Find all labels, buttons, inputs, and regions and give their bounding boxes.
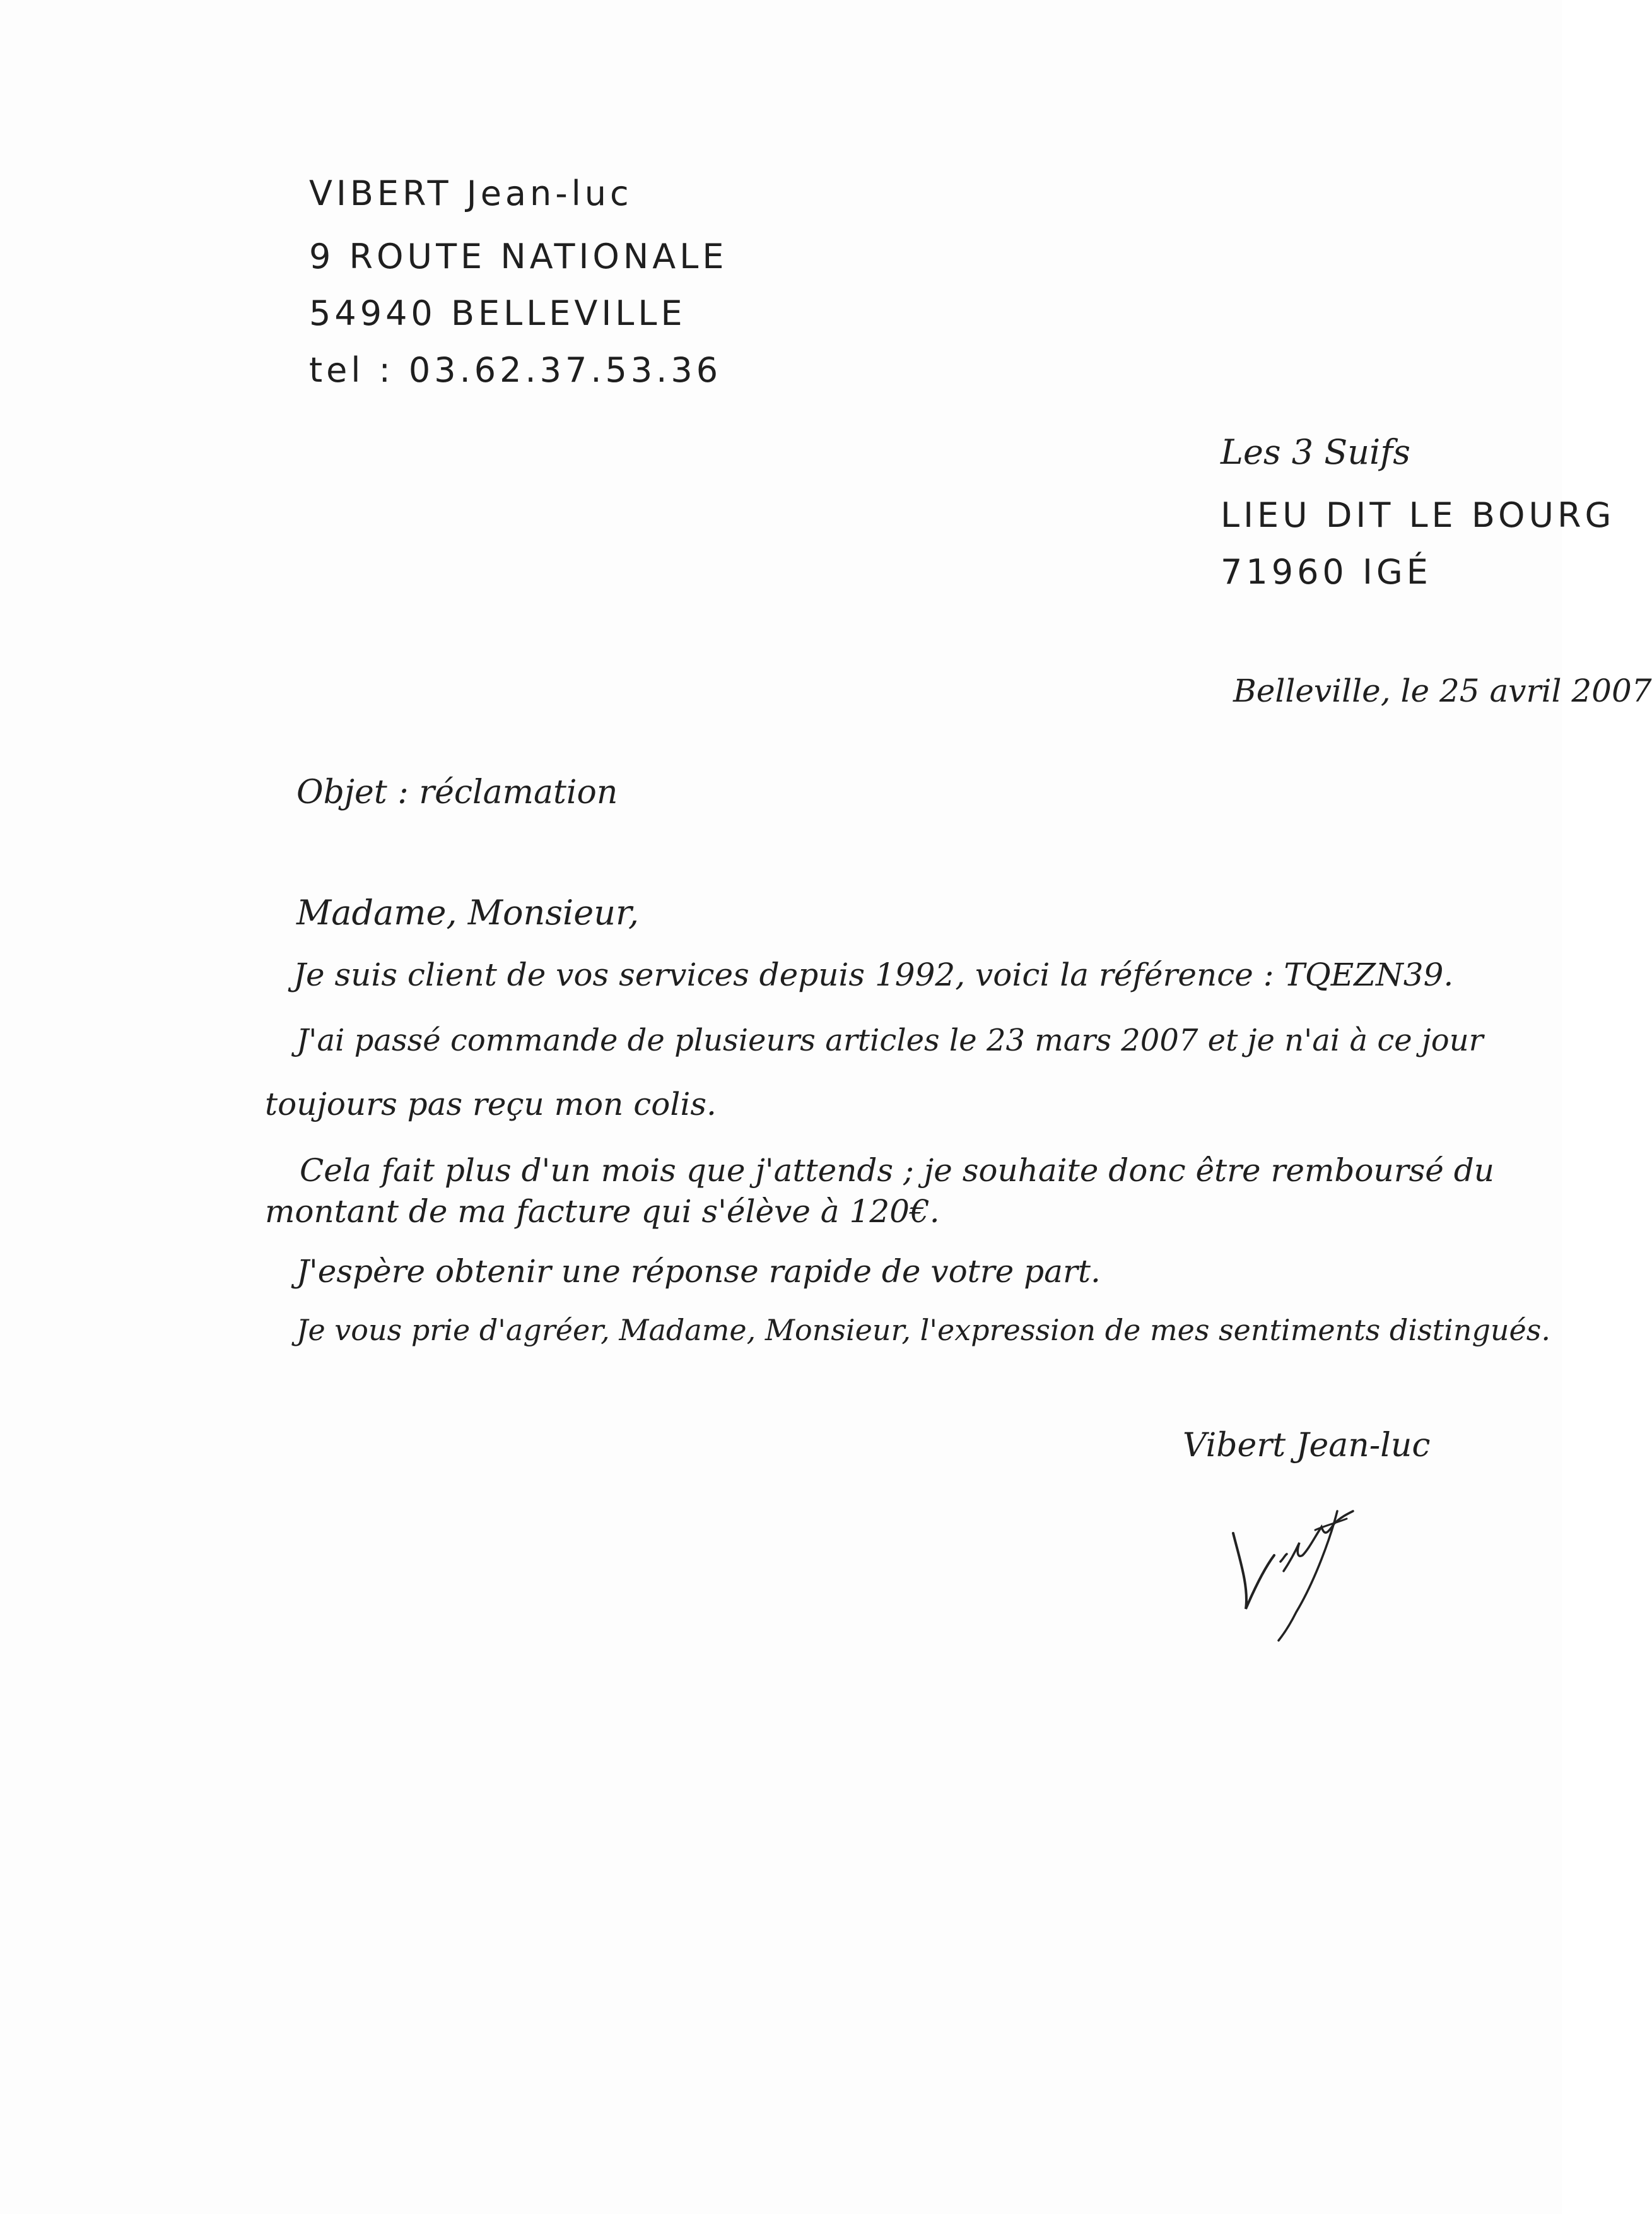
sender-street: 9 ROUTE NATIONALE bbox=[309, 237, 728, 276]
sender-phone: tel : 03.62.37.53.36 bbox=[309, 350, 722, 390]
recipient-street: LIEU DIT LE BOURG bbox=[1221, 495, 1615, 535]
signature bbox=[1221, 1499, 1359, 1644]
body-line: Cela fait plus d'un mois que j'attends ; je souhaite donc être remboursé du bbox=[300, 1152, 1494, 1189]
body-line: montant de ma facture qui s'élève à 120€. bbox=[265, 1193, 940, 1230]
body-line: Je suis client de vos services depuis 1992, voici la référence : TQEZN39. bbox=[293, 957, 1454, 993]
place-date: Belleville, le 25 avril 2007 bbox=[1233, 673, 1652, 709]
body-line: J'espère obtenir une réponse rapide de votre part. bbox=[296, 1253, 1101, 1290]
body-line: toujours pas reçu mon colis. bbox=[265, 1086, 717, 1122]
sender-city: 54940 BELLEVILLE bbox=[309, 293, 686, 333]
recipient-name: Les 3 Suifs bbox=[1221, 432, 1410, 472]
subject-line: Objet : réclamation bbox=[296, 774, 618, 811]
sender-name: VIBERT Jean-luc bbox=[309, 174, 633, 213]
body-line: J'ai passé commande de plusieurs articles le 23 mars 2007 et je n'ai à ce jour bbox=[296, 1023, 1484, 1058]
signature-drawing bbox=[1221, 1499, 1359, 1644]
recipient-city: 71960 IGÉ bbox=[1221, 552, 1432, 592]
closing-name: Vibert Jean-luc bbox=[1183, 1427, 1431, 1464]
body-line: Je vous prie d'agréer, Madame, Monsieur, l'expression de mes sentiments distingués. bbox=[296, 1313, 1550, 1347]
greeting: Madame, Monsieur, bbox=[296, 893, 640, 933]
